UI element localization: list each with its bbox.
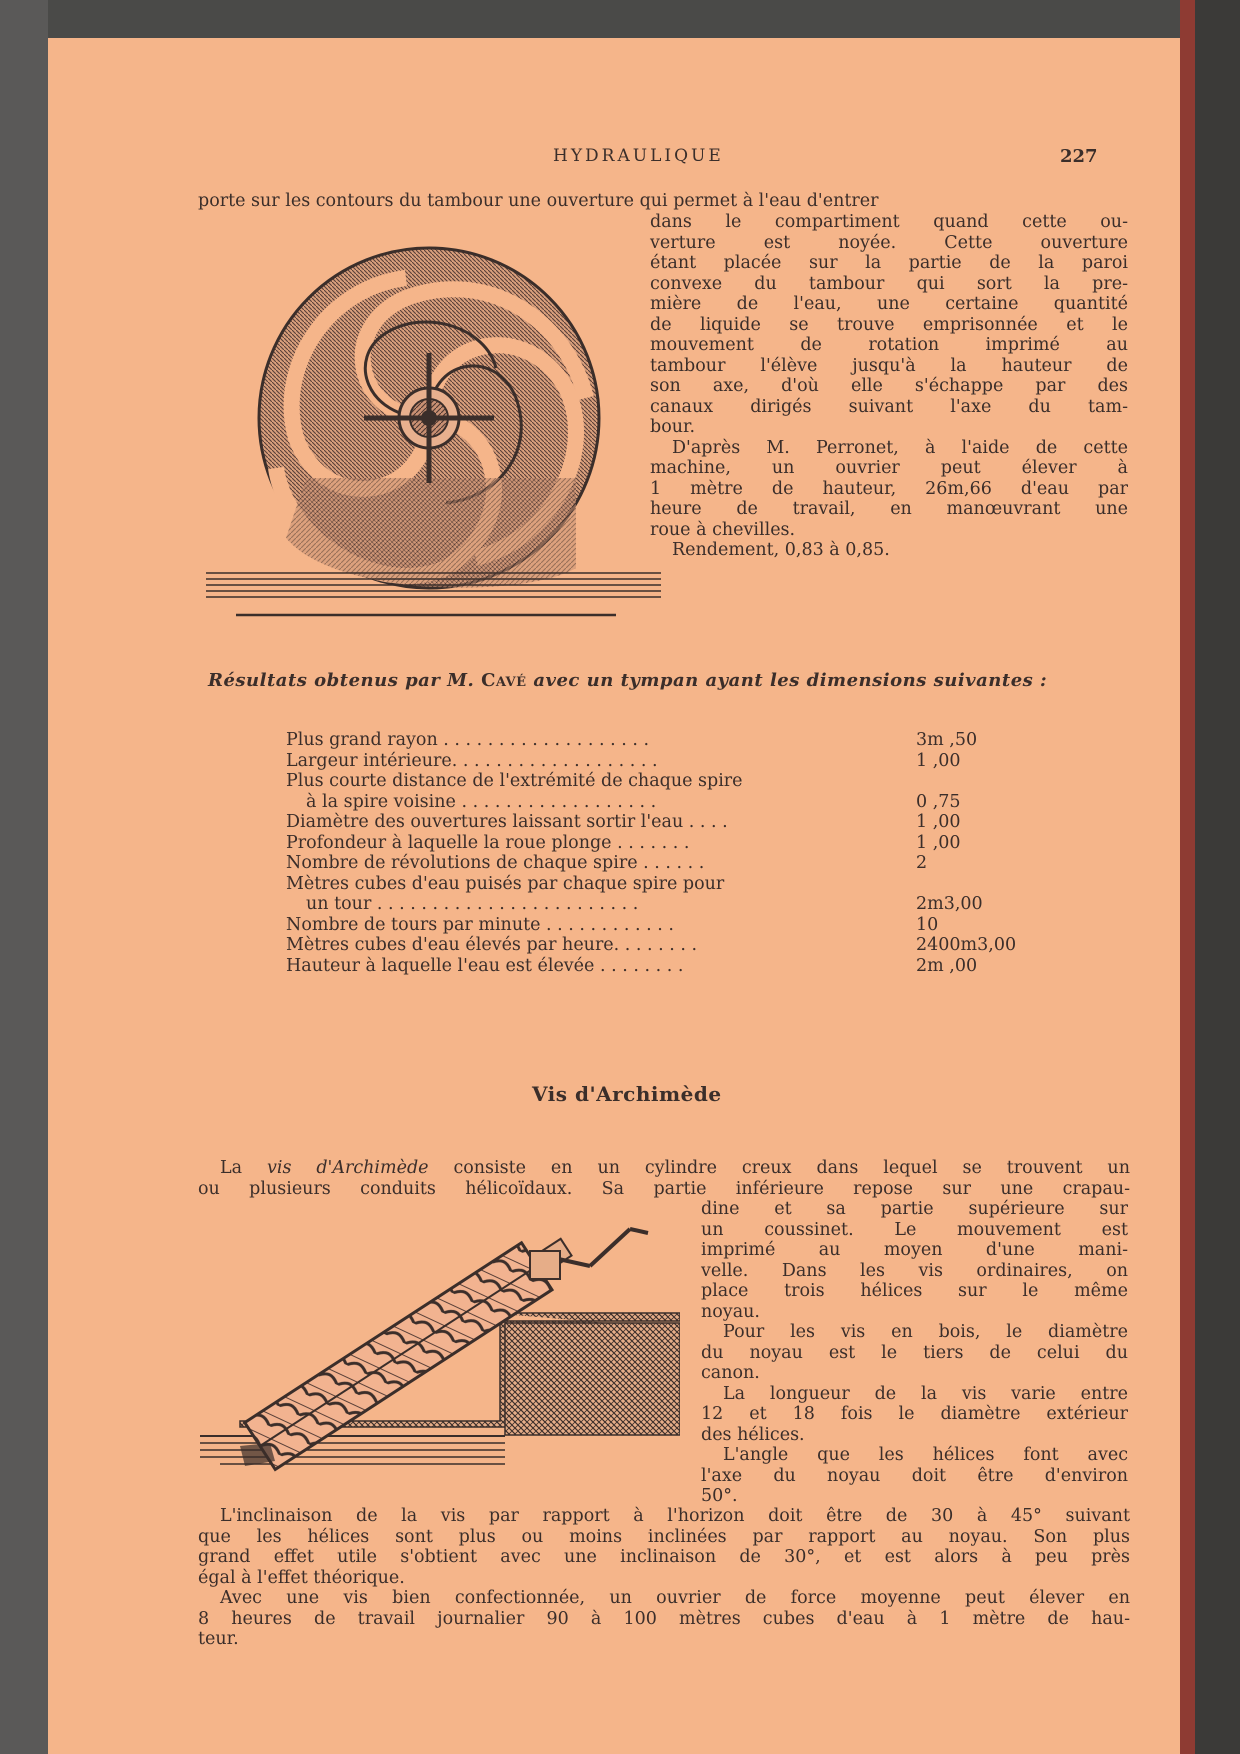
text-line: Pour les vis en bois, le diamètre [723, 1322, 1128, 1342]
scan-left-margin [0, 0, 48, 1754]
section-title: Vis d'Archimède [532, 1082, 722, 1106]
results-heading-prefix: Résultats obtenus par M. [208, 670, 475, 691]
row-value: 1 ,00 [916, 812, 961, 832]
text-line: bour. [650, 417, 696, 437]
inclinaison-paragraph [198, 1506, 1130, 1650]
text-line: 50°. [701, 1486, 738, 1506]
text-line: D'après M. Perronet, à l'aide de cette [672, 437, 1128, 458]
table-row [286, 812, 1016, 833]
text-line: tambour l'élève jusqu'à la hauteur de [650, 355, 1128, 376]
text-line: teur. [198, 1629, 239, 1649]
intro-line-2: ou plusieurs conduits hélicoïdaux. Sa partie inférieure repose sur une crapau- [198, 1178, 1130, 1199]
row-value: 3m ,50 [916, 730, 978, 750]
text-line: velle. Dans les vis ordinaires, on [701, 1260, 1128, 1281]
text-line: des hélices. [701, 1424, 805, 1445]
text-line: La longueur de la vis varie entre [723, 1383, 1128, 1404]
text-line: 8 heures de travail journalier 90 à 100 mètres cubes d'eau à 1 mètre de hau- [198, 1608, 1130, 1629]
row-label: Nombre de révolutions de chaque spire . . . . . . [286, 853, 705, 873]
results-heading [208, 670, 1047, 691]
results-heading-suffix: avec un tympan ayant les dimensions suivantes : [533, 670, 1048, 691]
text-line: du noyau est le tiers de celui du [701, 1342, 1128, 1363]
row-label: à la spire voisine . . . . . . . . . . . . . . . . . . [306, 791, 657, 812]
row-label: Mètres cubes d'eau élevés par heure. . . . . . . . [286, 935, 698, 955]
row-value: 2400m3,00 [916, 935, 1017, 955]
text-line: mière de l'eau, une certaine quantité [650, 294, 1128, 314]
page-number: 227 [1060, 146, 1098, 167]
tympan-description [650, 212, 1128, 561]
text-line: verture est noyée. Cette ouverture [650, 232, 1128, 253]
tympan-wheel-illustration [196, 238, 666, 623]
table-row [286, 935, 1016, 956]
book-page [48, 38, 1180, 1754]
text-line: noyau. [701, 1301, 760, 1322]
text-line: roue à chevilles. [650, 519, 796, 540]
text-line: Avec une vis bien confectionnée, un ouvrier de force moyenne peut élever en [220, 1588, 1130, 1608]
archimede-description [701, 1199, 1128, 1507]
text-line: mouvement de rotation imprimé au [650, 335, 1128, 355]
text-line: égal à l'effet théorique. [198, 1567, 405, 1588]
text-line: grand effet utile s'obtient avec une inclinaison de 30°, et est alors à peu près [198, 1547, 1130, 1567]
table-row [286, 874, 1016, 895]
text-line: canon. [701, 1363, 760, 1383]
text-line: convexe du tambour qui sort la pre- [650, 273, 1128, 294]
row-value: 0 ,75 [916, 791, 961, 812]
dimensions-table [286, 730, 1016, 976]
text-line: l'axe du noyau doit être d'environ [701, 1465, 1128, 1486]
row-value [886, 771, 1016, 792]
row-label: Largeur intérieure. . . . . . . . . . . . . . . . . . . [286, 750, 658, 771]
table-row [286, 894, 1016, 915]
table-row [286, 751, 1016, 772]
row-label: Plus grand rayon . . . . . . . . . . . . . . . . . . . [286, 730, 650, 750]
row-label: un tour . . . . . . . . . . . . . . . . . . . . . . . . [306, 894, 639, 914]
text-line: 12 et 18 fois le diamètre extérieur [701, 1404, 1128, 1424]
text-line: L'angle que les hélices font avec [723, 1445, 1128, 1465]
row-value [886, 874, 1016, 895]
text-line: canaux dirigés suivant l'axe du tam- [650, 396, 1128, 417]
row-label: Nombre de tours par minute . . . . . . . . . . . . [286, 914, 674, 935]
row-label: Plus courte distance de l'extrémité de chaque spire [286, 771, 743, 791]
text-line: étant placée sur la partie de la paroi [650, 253, 1128, 273]
tympan-intro-line: porte sur les contours du tambour une ouverture qui permet à l'eau d'entrer [198, 191, 879, 211]
table-row [286, 792, 1016, 813]
row-value: 2m3,00 [916, 894, 983, 914]
running-head: HYDRAULIQUE [553, 146, 724, 166]
text-line: dine et sa partie supérieure sur [701, 1199, 1128, 1219]
text-line: dans le compartiment quand cette ou- [650, 212, 1128, 232]
results-heading-name: Cavé [481, 670, 527, 691]
row-value: 10 [916, 914, 939, 935]
table-row [286, 853, 1016, 874]
intro-line-1 [198, 1158, 1130, 1179]
row-label: Mètres cubes d'eau puisés par chaque spire pour [286, 873, 725, 894]
table-row [286, 956, 1016, 977]
table-row [286, 915, 1016, 936]
text-line: machine, un ouvrier peut élever à [650, 458, 1128, 478]
text-line: 1 mètre de hauteur, 26m,66 d'eau par [650, 478, 1128, 499]
table-row [286, 730, 1016, 751]
archimedes-screw-illustration [200, 1221, 680, 1481]
intro-term: vis d'Archimède [266, 1158, 429, 1178]
scan-right-margin [1195, 0, 1240, 1754]
archimede-intro [198, 1158, 1130, 1199]
row-label: Hauteur à laquelle l'eau est élevée . . . . . . . . [286, 955, 684, 976]
text-line: place trois hélices sur le même [701, 1281, 1128, 1301]
intro-rest: consiste en un cylindre creux dans lequel se trouvent un [453, 1158, 1130, 1178]
text-line: son axe, d'où elle s'échappe par des [650, 376, 1128, 396]
text-line: que les hélices sont plus ou moins inclinées par rapport au noyau. Son plus [198, 1526, 1130, 1547]
text-line: un coussinet. Le mouvement est [701, 1219, 1128, 1240]
text-line: imprimé au moyen d'une mani- [701, 1240, 1128, 1260]
row-label: Profondeur à laquelle la roue plonge . . . . . . . [286, 832, 690, 853]
rendement-line: Rendement, 0,83 à 0,85. [672, 540, 890, 560]
row-label: Diamètre des ouvertures laissant sortir l'eau . . . . [286, 812, 728, 832]
text-line: heure de travail, en manœuvrant une [650, 499, 1128, 519]
row-value: 1 ,00 [916, 750, 961, 771]
text-line: de liquide se trouve emprisonnée et le [650, 314, 1128, 335]
table-row [286, 833, 1016, 854]
text-line: L'inclinaison de la vis par rapport à l'horizon doit être de 30 à 45° suivant [220, 1506, 1130, 1526]
table-row [286, 771, 1016, 792]
row-value: 2 [916, 853, 928, 873]
row-value: 1 ,00 [916, 832, 961, 853]
row-value: 2m ,00 [916, 955, 978, 976]
intro-lead: La [220, 1158, 243, 1178]
